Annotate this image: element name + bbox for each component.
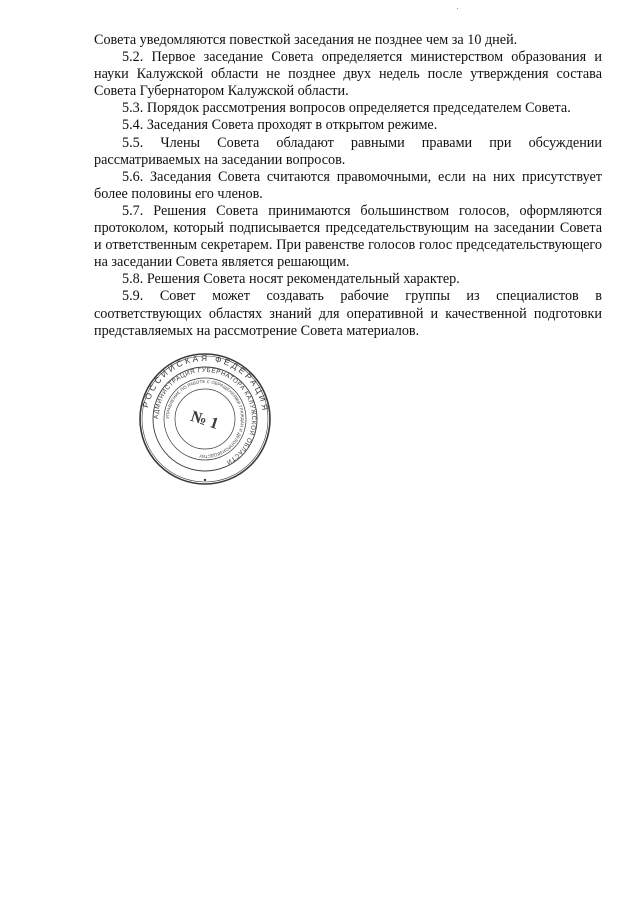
paragraph-continuation: Совета уведомляются повесткой заседания не позднее чем за 10 дней. (94, 32, 518, 48)
seal-inner-text: УПРАВЛЕНИЕ ПО РАБОТЕ С ОБРАЩЕНИЯМИ ГРАЖДАН И ДЕЛОПРОИЗВОДСТВУ (164, 378, 246, 460)
scan-speck (457, 8, 458, 9)
paragraph-5-2: 5.2. Первое заседание Совета определяется министерством образования и науки Калужской области не позднее двух недель после утверждения состава Совета Губернатором Калужской области. (94, 49, 602, 100)
paragraph-5-8: 5.8. Решения Совета носят рекомендательный характер. (122, 271, 460, 288)
paragraph-5-4: 5.4. Заседания Совета проходят в открытом режиме. (122, 117, 438, 134)
paragraph-5-6: 5.6. Заседания Совета считаются правомочными, если на них присутствует более половины его членов. (94, 168, 602, 202)
seal-number: № 1 (188, 408, 221, 433)
paragraph-5-7: 5.7. Решения Совета принимаются большинством голосов, оформляются протоколом, который подписывается председательствующим на заседании Совета и ответственным секретарем. При равенстве голосов голос председательствующего на заседании Совета является решающим. (94, 202, 602, 271)
seal-middle-text: АДМИНИСТРАЦИЯ ГУБЕРНАТОРА КАЛУЖСКОЙ ОБЛАСТИ (152, 366, 258, 466)
paragraph-5-5: 5.5. Члены Совета обладают равными правами при обсуждении рассматриваемых на заседании вопросов. (94, 134, 602, 168)
seal-icon (138, 352, 272, 486)
paragraph-5-9: 5.9. Совет может создавать рабочие группы из специалистов в соответствующих областях знаний для оперативной и качественной подготовки представляемых на рассмотрение Совета материалов. (94, 288, 602, 339)
seal-bottom-dot (204, 479, 206, 481)
document-body (94, 32, 602, 340)
official-seal-stamp (138, 352, 272, 486)
paragraph-5-3: 5.3. Порядок рассмотрения вопросов определяется председателем Совета. (122, 100, 571, 117)
seal-outer-text: РОССИЙСКАЯ ФЕДЕРАЦИЯ (140, 352, 271, 414)
